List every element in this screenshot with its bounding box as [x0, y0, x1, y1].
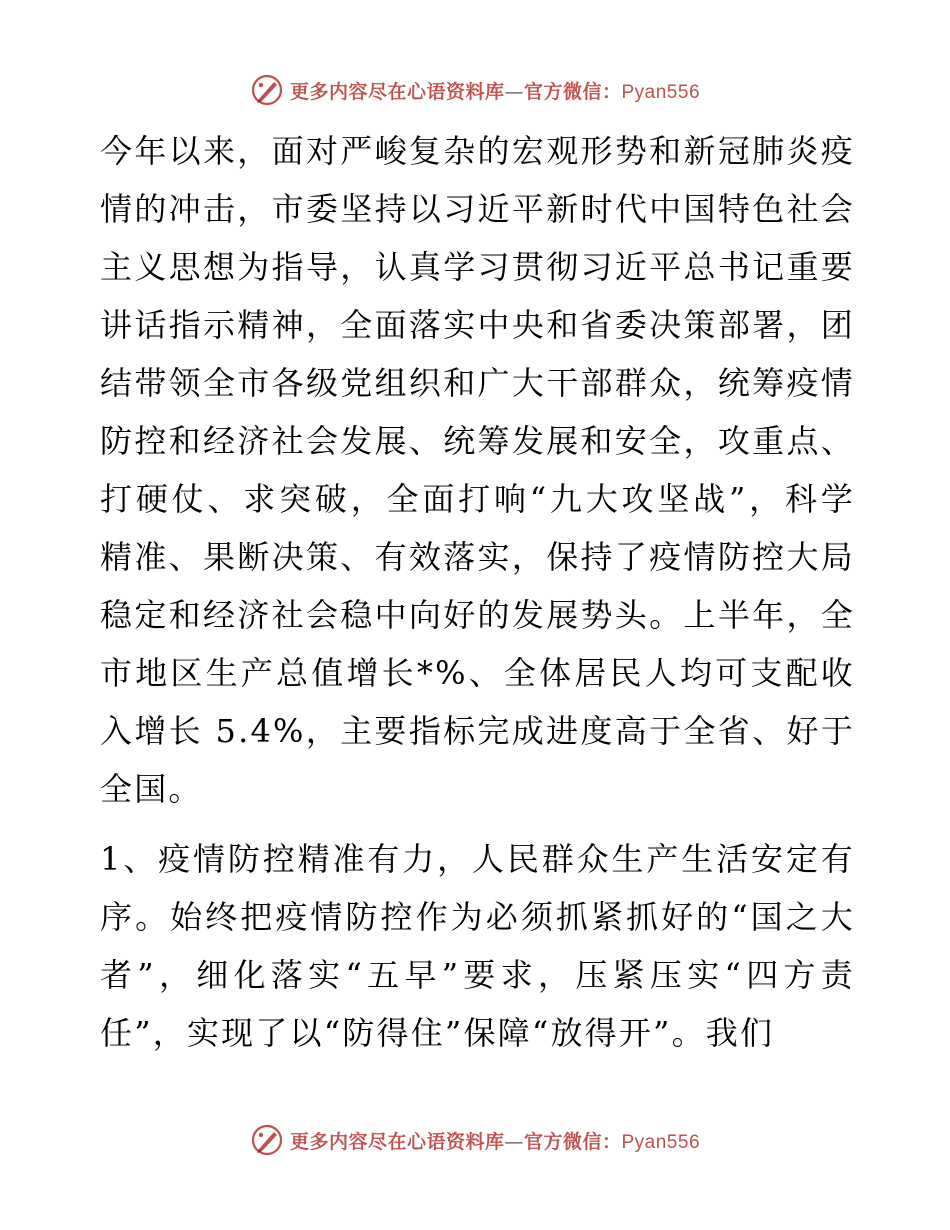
footer-banner-text — [290, 1127, 700, 1154]
footer-site-text: 更多内容尽在心语资料库 — [289, 1130, 505, 1153]
header-wechat-label: 官方微信： — [523, 80, 622, 103]
header-site-text: 更多内容尽在心语资料库 — [289, 80, 505, 103]
header-separator: — — [504, 80, 524, 103]
footer-wechat-label: 官方微信： — [523, 1130, 622, 1153]
footer-watermark-banner — [0, 1120, 950, 1160]
quill-pen-logo-icon — [250, 73, 284, 107]
header-banner-text — [290, 77, 700, 104]
paragraph-section-1: 1、疫情防控精准有力，人民群众生产生活安定有序。始终把疫情防控作为必须抓紧抓好的“国之大者”，细化落实“五早”要求，压紧压实“四方责任”，实现了以“防得住”保障“放得开”。我们 — [100, 840, 855, 1052]
footer-wechat-id: Pyan556 — [621, 1131, 701, 1153]
header-watermark-banner — [0, 70, 950, 110]
header-wechat-id: Pyan556 — [621, 81, 701, 103]
paragraph-intro: 今年以来，面对严峻复杂的宏观形势和新冠肺炎疫情的冲击，市委坚持以习近平新时代中国特色社会主义思想为指导，认真学习贯彻习近平总书记重要讲话指示精神，全面落实中央和省委决策部署，团结带领全市各级党组织和广大干部群众，统筹疫情防控和经济社会发展、统筹发展和安全，攻重点、打硬仗、求突破，全面打响“九大攻坚战”，科学精准、果断决策、有效落实，保持了疫情防控大局稳定和经济社会稳中向好的发展势头。上半年，全市地区生产总值增长*%、全体居民人均可支配收入增长 5.4%，主要指标完成进度高于全省、好于全国。 — [100, 132, 855, 808]
document-body — [100, 122, 855, 1062]
quill-pen-logo-icon — [250, 1123, 284, 1157]
footer-separator: — — [504, 1130, 524, 1153]
